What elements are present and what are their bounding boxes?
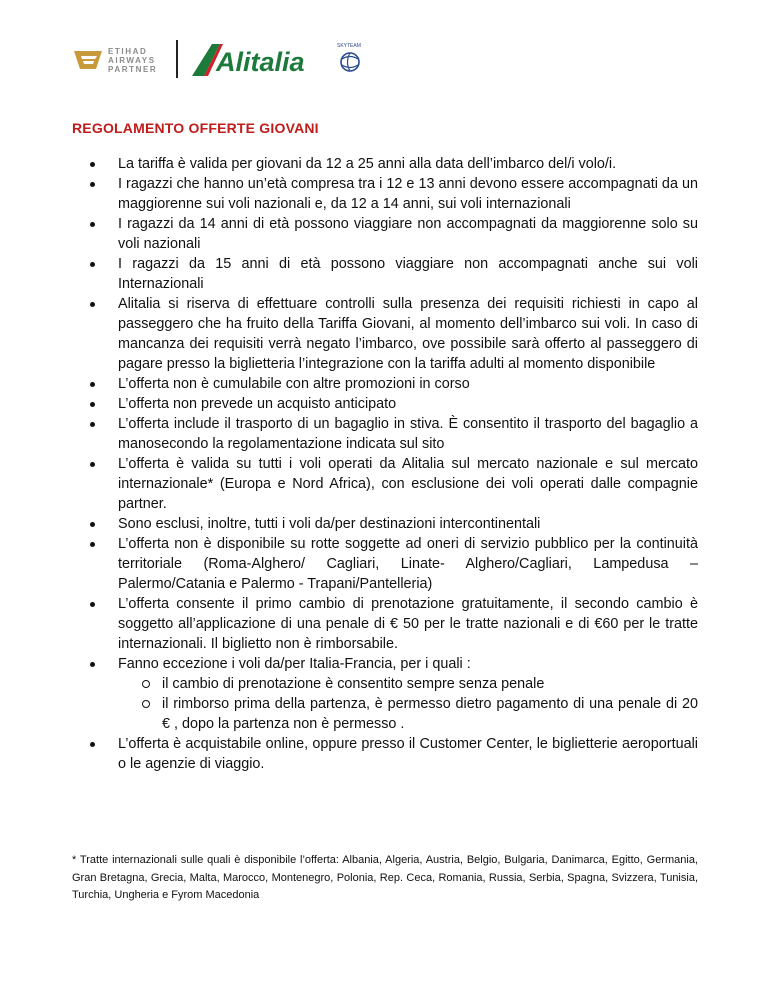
footnote: * Tratte internazionali sulle quali è disponibile l’offerta: Albania, Algeria, Austria, Belgio, Bulgaria, Danimarca, Egitto, Germania, Gran Bretagna, Grecia, Malta, Marocco, Montenegro, Polonia, Rep. Ceca, Romania, Russia, Serbia, Spagna, Svizzera, Tunisia, Turchia, Ungheria e Fyrom Macedonia xyxy=(72,854,698,901)
bullet-icon xyxy=(90,602,95,607)
bullet-icon xyxy=(90,162,95,167)
bullet-icon xyxy=(90,382,95,387)
rule-text: La tariffa è valida per giovani da 12 a 25 anni alla data dell’imbarco del/i volo/i. xyxy=(118,156,617,172)
rule-item xyxy=(90,454,698,514)
rule-text: I ragazzi che hanno un’età compresa tra i 12 e 13 anni devono essere accompagnati da un maggiorenne sui voli nazionali e, da 12 a 14 anni, sui voli internazionali xyxy=(118,176,698,212)
rule-item xyxy=(90,514,698,534)
sub-rule-item xyxy=(118,694,698,734)
rule-text: L’offerta non prevede un acquisto anticipato xyxy=(118,396,397,412)
rule-text: L’offerta non è cumulabile con altre promozioni in corso xyxy=(118,376,470,392)
bullet-icon xyxy=(90,182,95,187)
rule-item xyxy=(90,734,698,774)
bullet-icon xyxy=(90,422,95,427)
rule-text: L’offerta include il trasporto di un bagaglio in stiva. È consentito il trasporto del bagaglio a manosecondo la regolamentazione indicata sul sito xyxy=(118,416,698,452)
bullet-icon xyxy=(90,402,95,407)
bullet-icon xyxy=(90,302,95,307)
bullet-icon xyxy=(90,522,95,527)
etihad-logo-line: PARTNER xyxy=(108,65,158,74)
bullet-icon xyxy=(90,462,95,467)
rule-text: L’offerta consente il primo cambio di prenotazione gratuitamente, il secondo cambio è soggetto all’applicazione di una penale di € 50 per le tratte nazionali e di €60 per le tratte internazionali. Il biglietto non è rimborsabile. xyxy=(118,596,698,652)
rule-item xyxy=(90,394,698,414)
alitalia-logo xyxy=(190,38,370,82)
rule-item xyxy=(90,374,698,394)
rule-text: Fanno eccezione i voli da/per Italia-Francia, per i quali : xyxy=(118,656,471,672)
rule-text: L’offerta è valida su tutti i voli operati da Alitalia sul mercato nazionale e sul mercato internazionale* (Europa e Nord Africa), con esclusione dei voli operati dalle compagnie partner. xyxy=(118,456,698,512)
rule-text: Sono esclusi, inoltre, tutti i voli da/per destinazioni intercontinentali xyxy=(118,516,541,532)
bullet-icon xyxy=(90,542,95,547)
hollow-bullet-icon xyxy=(142,700,150,708)
rule-item xyxy=(90,414,698,454)
hollow-bullet-icon xyxy=(142,680,150,688)
sub-rule-item xyxy=(118,674,698,694)
rule-item xyxy=(90,534,698,594)
etihad-partner-logo xyxy=(72,44,182,80)
rule-item xyxy=(90,174,698,214)
bullet-icon xyxy=(90,222,95,227)
rule-item xyxy=(90,594,698,654)
rule-item xyxy=(90,254,698,294)
skyteam-globe-icon xyxy=(341,53,359,71)
logo-divider xyxy=(176,40,178,78)
rule-item xyxy=(90,154,698,174)
etihad-logo-line: ETIHAD xyxy=(108,47,148,56)
alitalia-wordmark: Alitalia xyxy=(216,47,305,77)
sub-rule-text: il rimborso prima della partenza, è permesso dietro pagamento di una penale di 20 € , dopo la partenza non è permesso . xyxy=(162,696,698,732)
rule-text: L’offerta non è disponibile su rotte soggette ad oneri di servizio pubblico per la continuità territoriale (Roma-Alghero/ Cagliari, Linate- Alghero/Cagliari, Lampedusa – Palermo/Catania e Palermo - Trapani/Pantelleria) xyxy=(118,536,698,592)
bullet-icon xyxy=(90,662,95,667)
etihad-mark-icon xyxy=(72,47,106,73)
rule-item xyxy=(90,654,698,734)
skyteam-logo xyxy=(337,43,361,71)
rules-list xyxy=(90,154,698,774)
etihad-logo-text xyxy=(108,47,157,74)
etihad-logo-line: AIRWAYS xyxy=(108,56,156,65)
skyteam-text: SKYTEAM xyxy=(337,43,361,49)
page-header xyxy=(0,0,768,110)
rule-item xyxy=(90,214,698,254)
bullet-icon xyxy=(90,742,95,747)
sub-rule-text: il cambio di prenotazione è consentito sempre senza penale xyxy=(162,676,545,692)
rule-text: L’offerta è acquistabile online, oppure presso il Customer Center, le biglietterie aeroportuali o le agenzie di viaggio. xyxy=(118,736,698,772)
bullet-icon xyxy=(90,262,95,267)
rule-text: Alitalia si riserva di effettuare controlli sulla presenza dei requisiti richiesti in capo al passeggero che ha fruito della Tariffa Giovani, al momento dell’imbarco sui voli. In caso di mancanza dei requisiti verrà negato l’imbarco, ove possibile sarà offerto al passeggero di pagare presso la biglietteria l’integrazione con la tariffa adulti al momento disponibile xyxy=(118,296,698,372)
page-title: REGOLAMENTO OFFERTE GIOVANI xyxy=(72,120,319,136)
rule-item xyxy=(90,294,698,374)
rule-text: I ragazzi da 14 anni di età possono viaggiare non accompagnati da maggiorenne solo su voli nazionali xyxy=(118,216,698,252)
sub-rules-list xyxy=(118,674,698,734)
rule-text: I ragazzi da 15 anni di età possono viaggiare non accompagnati anche sui voli Internazionali xyxy=(118,256,698,292)
